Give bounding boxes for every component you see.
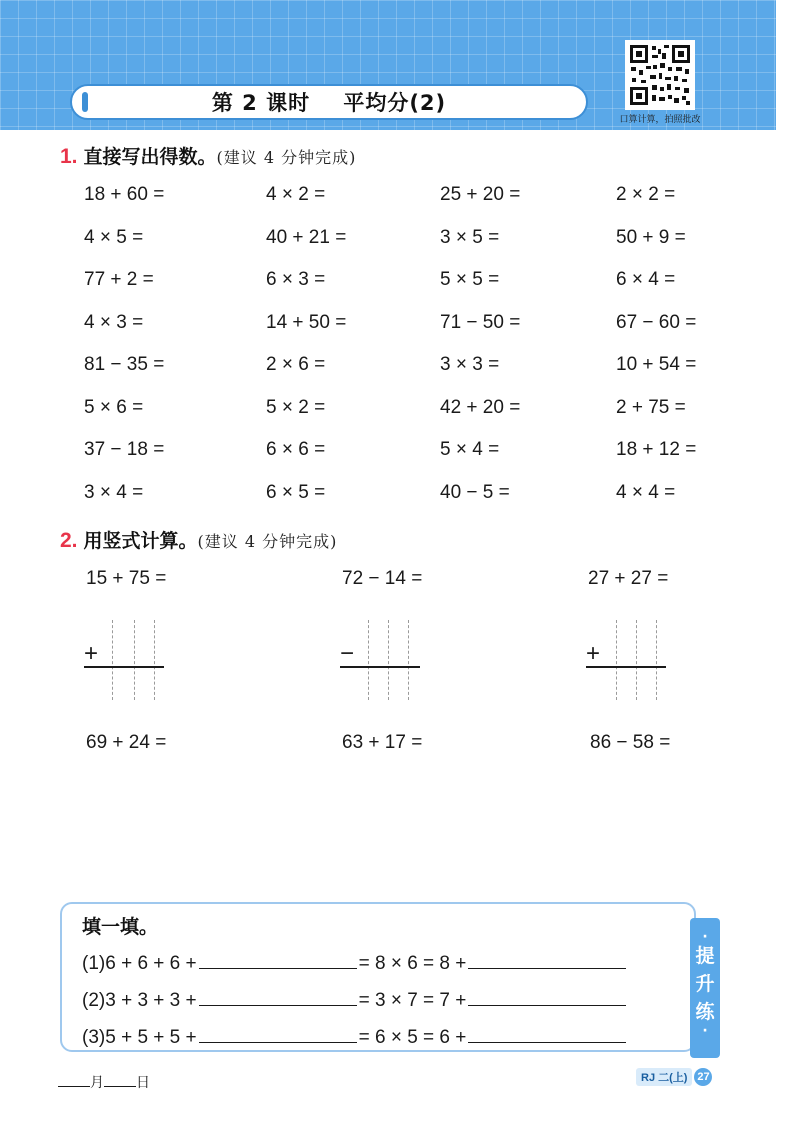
page-number: 27 [694, 1068, 712, 1086]
answer-blank[interactable] [199, 987, 357, 1006]
section-2-heading: 用竖式计算。 [83, 530, 198, 552]
day-blank[interactable] [104, 1074, 136, 1087]
digit-guide-line [388, 620, 389, 700]
oral-problem: 6 × 3 = [266, 269, 326, 290]
vertical-problem: 69 + 24 = [86, 732, 167, 753]
oral-problem: 81 − 35 = [84, 354, 165, 375]
operator-sign: − [340, 640, 355, 667]
oral-problem: 67 − 60 = [616, 312, 697, 333]
oral-problem: 3 × 4 = [84, 482, 144, 503]
oral-problem: 77 + 2 = [84, 269, 154, 290]
sum-line [340, 666, 420, 668]
oral-problem: 4 × 3 = [84, 312, 144, 333]
oral-problem: 6 × 5 = [266, 482, 326, 503]
edition-badge: RJ 二(上) [636, 1068, 692, 1086]
oral-problem: 18 + 12 = [616, 439, 697, 460]
practice-tab-label: 提升练 [695, 945, 715, 1023]
section-1-heading: 直接写出得数。 [83, 146, 217, 168]
sum-line [84, 666, 164, 668]
lesson-title: 第 2 课时 平均分(2) [211, 91, 447, 115]
answer-blank[interactable] [199, 1024, 357, 1043]
oral-problem: 40 + 21 = [266, 227, 347, 248]
sum-line [586, 666, 666, 668]
section-1-number: 1. [60, 145, 78, 168]
oral-problem: 4 × 4 = [616, 482, 676, 503]
operator-sign: + [586, 640, 601, 667]
fill-right: = 3 × 7 = 7 + [358, 990, 467, 1011]
vertical-problem: 86 − 58 = [590, 732, 671, 753]
digit-guide-line [616, 620, 617, 700]
fill-right: = 8 × 6 = 8 + [358, 953, 467, 974]
oral-problem: 50 + 9 = [616, 227, 686, 248]
oral-problem: 6 × 4 = [616, 269, 676, 290]
qr-code-icon[interactable] [625, 40, 695, 110]
vertical-calc-grid[interactable] [340, 620, 430, 700]
digit-guide-line [112, 620, 113, 700]
tab-dot-top: · [702, 929, 708, 945]
date-field [58, 1072, 150, 1092]
digit-guide-line [154, 620, 155, 700]
fill-blank-line [82, 987, 628, 1015]
qr-caption: 口算计算，拍照批改 [619, 115, 701, 125]
oral-problem: 2 × 2 = [616, 184, 676, 205]
oral-problem: 3 × 5 = [440, 227, 500, 248]
oral-problem: 14 + 50 = [266, 312, 347, 333]
oral-problem: 42 + 20 = [440, 397, 521, 418]
oral-problem: 2 + 75 = [616, 397, 686, 418]
oral-problem: 4 × 5 = [84, 227, 144, 248]
oral-problem: 5 × 4 = [440, 439, 500, 460]
vertical-problem: 27 + 27 = [588, 568, 669, 589]
oral-problem: 71 − 50 = [440, 312, 521, 333]
operator-sign: + [84, 640, 99, 667]
oral-problem: 40 − 5 = [440, 482, 510, 503]
section-2-title [60, 526, 337, 553]
digit-guide-line [134, 620, 135, 700]
answer-blank[interactable] [199, 950, 357, 969]
digit-guide-line [636, 620, 637, 700]
vertical-problem: 15 + 75 = [86, 568, 167, 589]
oral-problem: 18 + 60 = [84, 184, 165, 205]
fill-left: (1)6 + 6 + 6 + [82, 953, 197, 974]
answer-blank[interactable] [468, 950, 626, 969]
section-1-hint: (建议 4 分钟完成) [216, 148, 357, 167]
oral-problem: 25 + 20 = [440, 184, 521, 205]
oral-problem: 5 × 6 = [84, 397, 144, 418]
section-2-hint: (建议 4 分钟完成) [197, 532, 338, 551]
section-1-title [60, 142, 356, 169]
page-footer [636, 1068, 712, 1086]
oral-problem: 2 × 6 = [266, 354, 326, 375]
oral-problem: 5 × 2 = [266, 397, 326, 418]
day-label: 日 [136, 1075, 150, 1091]
answer-blank[interactable] [468, 1024, 626, 1043]
vertical-calc-grid[interactable] [586, 620, 676, 700]
section-2-number: 2. [60, 529, 78, 552]
month-label: 月 [90, 1075, 104, 1091]
digit-guide-line [368, 620, 369, 700]
tab-dot-bottom: · [702, 1023, 708, 1039]
fill-left: (2)3 + 3 + 3 + [82, 990, 197, 1011]
fill-left: (3)5 + 5 + 5 + [82, 1027, 197, 1048]
qr-code-graphic [628, 43, 692, 107]
lesson-title-bar [70, 84, 588, 120]
oral-problem: 6 × 6 = [266, 439, 326, 460]
qr-block [614, 40, 706, 126]
answer-blank[interactable] [468, 987, 626, 1006]
fill-blank-line [82, 1024, 628, 1052]
fill-right: = 6 × 5 = 6 + [358, 1027, 467, 1048]
oral-problem: 3 × 3 = [440, 354, 500, 375]
digit-guide-line [408, 620, 409, 700]
fill-blank-line [82, 950, 628, 978]
practice-title: 填一填。 [82, 916, 159, 938]
vertical-problem: 72 − 14 = [342, 568, 423, 589]
oral-problem: 4 × 2 = [266, 184, 326, 205]
digit-guide-line [656, 620, 657, 700]
oral-problem: 5 × 5 = [440, 269, 500, 290]
vertical-calc-grid[interactable] [84, 620, 174, 700]
practice-tab [690, 918, 720, 1058]
oral-problem: 10 + 54 = [616, 354, 697, 375]
month-blank[interactable] [58, 1074, 90, 1087]
vertical-problem: 63 + 17 = [342, 732, 423, 753]
oral-problem: 37 − 18 = [84, 439, 165, 460]
